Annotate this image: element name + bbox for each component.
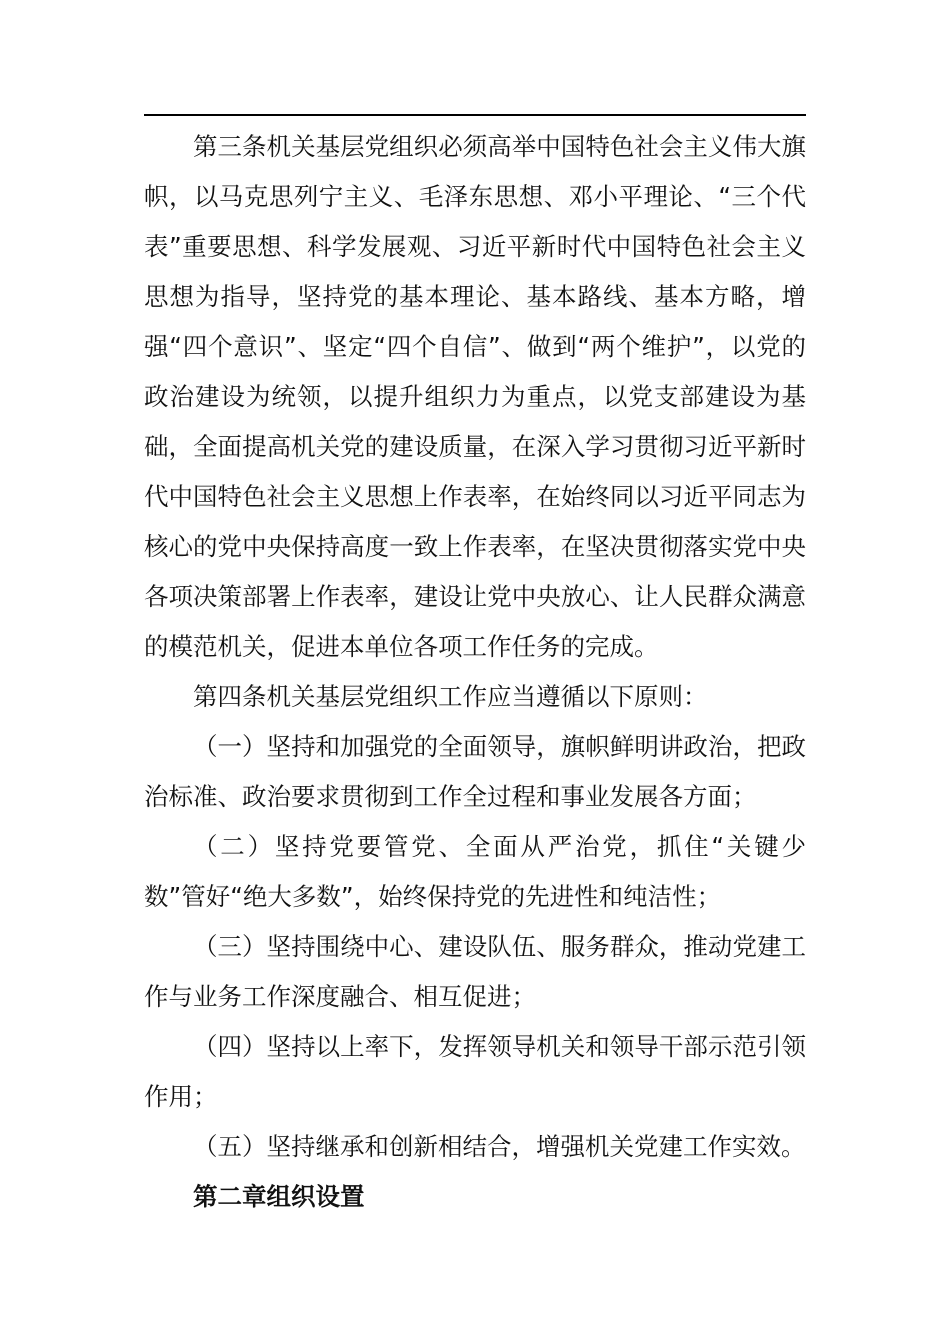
- article-3-paragraph: 第三条机关基层党组织必须高举中国特色社会主义伟大旗帜，以马克思列宁主义、毛泽东思想、邓小平理论、“三个代表”重要思想、科学发展观、习近平新时代中国特色社会主义思想为指导，坚持党的基本理论、基本路线、基本方略，增强“四个意识”、坚定“四个自信”、做到“两个维护”，以党的政治建设为统领，以提升组织力为重点，以党支部建设为基础，全面提高机关党的建设质量，在深入学习贯彻习近平新时代中国特色社会主义思想上作表率，在始终同以习近平同志为核心的党中央保持高度一致上作表率，在坚决贯彻落实党中央各项决策部署上作表率，建设让党中央放心、让人民群众满意的模范机关，促进本单位各项工作任务的完成。: [144, 132, 806, 661]
- principle-item-5: （五）坚持继承和创新相结合，增强机关党建工作实效。: [193, 1132, 806, 1161]
- header-rule: [144, 114, 806, 116]
- chapter-2-heading: 第二章组织设置: [193, 1182, 365, 1211]
- principle-item-1: （一）坚持和加强党的全面领导，旗帜鲜明讲政治，把政治标准、政治要求贯彻到工作全过程和事业发展各方面；: [144, 732, 806, 811]
- article-4-intro: 第四条机关基层党组织工作应当遵循以下原则：: [193, 682, 708, 711]
- principle-item-4: （四）坚持以上率下，发挥领导机关和领导干部示范引领作用；: [144, 1032, 806, 1111]
- document-body: [144, 122, 806, 1222]
- principle-item-2: （二）坚持党要管党、全面从严治党，抓住“关键少数”管好“绝大多数”，始终保持党的先进性和纯洁性；: [144, 832, 806, 911]
- principle-item-3: （三）坚持围绕中心、建设队伍、服务群众，推动党建工作与业务工作深度融合、相互促进；: [144, 932, 806, 1011]
